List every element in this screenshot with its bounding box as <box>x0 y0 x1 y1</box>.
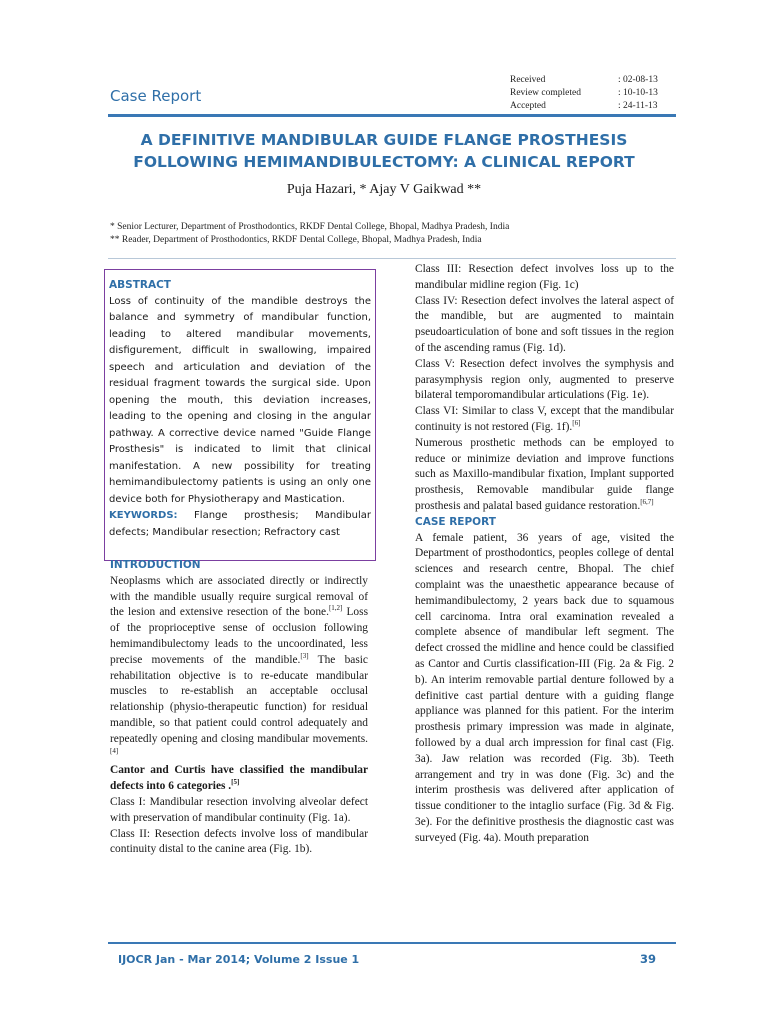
introduction-paragraph <box>110 574 368 764</box>
abstract-heading: ABSTRACT <box>109 279 171 291</box>
date-label: Review completed <box>510 88 581 98</box>
date-value: : 02-08-13 <box>618 75 658 85</box>
affiliation-divider <box>108 258 676 259</box>
section-label: Case Report <box>110 87 202 105</box>
affiliations <box>110 221 509 247</box>
class-4: Class IV: Resection defect involves the lateral aspect of the mandible, but are augmented to maintain pseudoarticulation of bone and soft tissues in the region of the ascending ramus (Fig. 1d). <box>415 294 674 354</box>
header-divider <box>108 114 676 117</box>
text-span: Loss of the proprioceptive sense of occlusion following hemimandibulectomy leads to the uncoordinated, less precise movements of the mandible. <box>110 606 368 666</box>
page-number: 39 <box>640 952 657 966</box>
affiliation-line: ** Reader, Department of Prosthodontics, RKDF Dental College, Bhopal, Madhya Pradesh, India <box>110 235 482 245</box>
text-span: Neoplasms which are associated directly or indirectly with the mandible usually require surgical removal of the lesion and extensive resection of the bone. <box>110 574 368 619</box>
affiliation-line: * Senior Lecturer, Department of Prosthodontics, RKDF Dental College, Bhopal, Madhya Pradesh, India <box>110 222 510 232</box>
date-value: : 10-10-13 <box>618 88 658 98</box>
citation: [1,2] <box>328 604 343 613</box>
classification-intro <box>110 763 368 795</box>
left-column <box>110 558 368 858</box>
footer-divider <box>108 942 676 944</box>
text-span: The basic rehabilitation objective is to re-educate mandibular muscles to re-establish an acceptable occlusal relationship (physio-therapeutic function) for residual mandible, so that patient could control adequately and repeatedly opening and closing mandibular movements. <box>110 653 368 745</box>
title-line: FOLLOWING HEMIMANDIBULECTOMY: A CLINICAL REPORT <box>133 153 635 171</box>
class-6 <box>415 404 674 436</box>
text-span: Numerous prosthetic methods can be employed to reduce or minimize deviation and improve functions such as Maxillo-mandibular fixation, Implant supported prosthesis, Removable mandibular guide flange prosthesis and palatal based guidance restoration. <box>415 436 674 512</box>
citation: [6] <box>572 419 581 428</box>
citation: [4] <box>110 746 119 755</box>
citation: [3] <box>300 651 309 660</box>
text-span: Class VI: Similar to class V, except that the mandibular continuity is not restored (Fig. 1f). <box>415 405 674 433</box>
class-5: Class V: Resection defect involves the symphysis and parasymphysis region only, augmented to preserve bilateral temporomandibular articulations (Fig. 1e). <box>415 357 674 402</box>
date-label: Accepted <box>510 101 546 111</box>
date-received <box>510 74 658 87</box>
title-line: A DEFINITIVE MANDIBULAR GUIDE FLANGE PROSTHESIS <box>140 131 628 149</box>
keywords-label: KEYWORDS: <box>109 510 178 521</box>
journal-footer: IJOCR Jan - Mar 2014; Volume 2 Issue 1 <box>118 953 360 966</box>
date-review <box>510 87 658 100</box>
date-accepted <box>510 100 658 113</box>
dates-block <box>510 74 658 113</box>
authors: Puja Hazari, * Ajay V Gaikwad ** <box>286 182 482 197</box>
class-1: Class I: Mandibular resection involving alveolar defect with preservation of mandibular continuity (Fig. 1a). <box>110 795 368 824</box>
citation: [5] <box>231 778 240 787</box>
date-label: Received <box>510 75 546 85</box>
introduction-heading: INTRODUCTION <box>110 559 201 571</box>
class-2: Class II: Resection defects involve loss of mandibular continuity distal to the canine area (Fig. 1b). <box>110 827 368 856</box>
case-report-heading: CASE REPORT <box>415 515 496 528</box>
methods-paragraph <box>415 436 674 515</box>
right-column <box>415 262 674 846</box>
case-report-paragraph: A female patient, 36 years of age, visited the Department of prosthodontics, peoples college of dental sciences and research centre, Bhopal. The chief complaint was the unaesthetic appearance because of hemimandibulectomy, 2 years back due to squamous cell carcinoma. Intra oral examination revealed a complete absence of mandibular left segment. The defect crossed the midline and hence could be classified as Cantor and Curtis classification-III (Fig. 2a & Fig. 2 b). An interim removable partial denture followed by a definitive cast partial denture with a guiding flange appliance was planned for this patient. For the interim prosthesis primary impression was made in alginate, followed by a dual arch impression for final cast (Fig. 3a). Jaw relation was recorded (Fig. 3b). Teeth arrangement and try in was done (Fig. 3c) and the interim prosthesis was delivered after application of tissue conditioner to the intaglio surface (Fig. 3d & Fig. 3e). For the definitive prosthesis the diagnostic cast was surveyed (Fig. 4a). Mouth preparation <box>415 531 674 844</box>
class-3: Class III: Resection defect involves loss up to the mandibular midline region (Fig. 1c) <box>415 263 674 291</box>
keywords-text: Flange prosthesis; Mandibular defects; Mandibular resection; Refractory cast <box>109 510 371 538</box>
abstract-text: Loss of continuity of the mandible destroys the balance and symmetry of mandibular function, leading to altered mandibular movements, disfigurement, difficult in swallowing, impaired speech and articulation and deviation of the residual fragment towards the surgical side. Upon opening the mouth, this deviation increases, leading to the opening and closing in the angular pathway. A corrective device named "Guide Flange Prosthesis" is indicated to limit that clinical manifestation. A new possibility for treating hemimandibulectomy patients is using an only one device both for Physiotherapy and Mastication. <box>109 295 371 505</box>
paper-title <box>100 129 668 173</box>
keywords <box>109 508 371 541</box>
text-span: Cantor and Curtis have classified the mandibular defects into 6 categories . <box>110 764 368 793</box>
citation: [6,7] <box>640 498 654 507</box>
abstract-box <box>104 269 376 561</box>
date-value: : 24-11-13 <box>618 101 658 111</box>
